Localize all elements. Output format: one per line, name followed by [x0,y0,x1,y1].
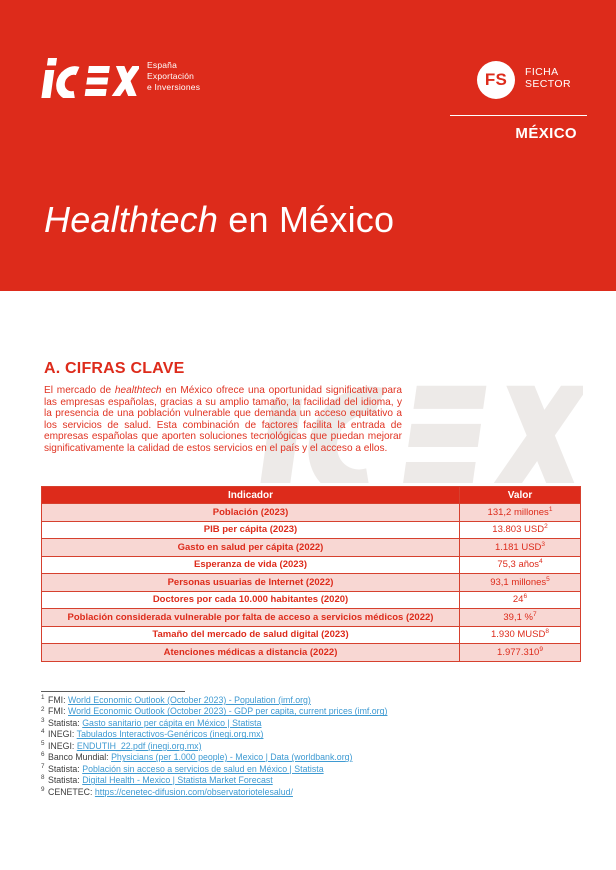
footnote-ref: 2 [544,523,548,531]
value-text: 39,1 % [503,611,533,623]
footnote-ref: 7 [532,610,537,618]
table-header-row [42,487,581,504]
footnote-number: 8 [41,774,45,782]
footnote-item [41,764,571,775]
value-text: 1.181 USD [494,541,542,553]
footnote-number: 3 [41,716,45,724]
footnote-source: Statista: [47,717,80,728]
indicator-cell: Atenciones médicas a distancia (2022) [42,644,460,662]
value-cell [460,626,581,644]
paragraph-post: en México ofrece una oportunidad significativa para las empresas españolas, gracias a su amplio tamaño, la facilidad del idioma, y la presencia de una población vulnerable que demanda un acceso equitativo a los servicios de salud. Esta combinación de factores facilita la entrada de empresas españolas que aporten soluciones tecnológicas que puedan mejorar significativamente la calidad de estos servicios en el país y el acceso a ellos. [44,385,402,454]
indicator-cell: PIB per cápita (2023) [42,521,460,539]
footnote-link[interactable]: World Economic Outlook (October 2023) - GDP per capita, current prices (imf.org) [68,706,388,717]
value-text: 131,2 millones [487,506,549,518]
table-row [42,644,581,662]
footnote-ref: 1 [548,505,553,513]
table-row [42,574,581,592]
value-text: 13.803 USD [492,524,545,536]
footnote-separator [41,691,185,692]
footnote-number: 7 [41,762,45,770]
indicator-header: Indicador [42,487,460,504]
footnote-item [41,775,571,786]
table-row [42,504,581,522]
footnote-item [41,752,571,763]
footnote-ref: 6 [523,593,528,601]
value-text: 75,3 años [497,559,540,571]
footnote-link[interactable]: World Economic Outlook (October 2023) - Population (imf.org) [68,695,311,705]
key-figures-body [42,504,581,662]
footnote-number: 4 [41,728,45,736]
table-row [42,626,581,644]
footnote-source: INEGI: [47,740,75,751]
footnote-link[interactable]: Gasto sanitario per cápita en México | Statista [82,717,262,728]
value-text: 1.977.310 [497,646,540,658]
value-header: Valor [460,487,581,504]
indicator-cell: Población considerada vulnerable por falta de acceso a servicios médicos (2022) [42,609,460,627]
badge-label-line: FICHA [525,66,559,78]
value-cell [460,574,581,592]
footnote-source: INEGI: [47,729,75,740]
badge-label-line: SECTOR [525,77,571,90]
footnote-source: Statista: [47,763,80,774]
footnote-source: FMI: [47,695,66,705]
footnote-number: 6 [41,751,45,759]
footnote-ref: 8 [545,628,549,636]
value-text: 1.930 MUSD [490,629,546,641]
footnotes [41,695,571,798]
indicator-cell: Población (2023) [42,504,460,522]
footnote-item [41,695,571,706]
value-cell [460,591,581,609]
footnote-link[interactable]: Physicians (per 1.000 people) - Mexico | Data (worldbank.org) [111,752,353,763]
value-cell [460,521,581,539]
table-row [42,591,581,609]
value-text: 93,1 millones [490,576,547,588]
footnote-link[interactable]: https://cenetec-difusion.com/observatoriotelesalud/ [94,786,293,797]
tagline-line: España [147,60,178,70]
footnote-ref: 9 [539,645,543,653]
footnote-item [41,741,571,752]
footnote-source: FMI: [47,706,66,717]
footnote-number: 9 [41,785,45,793]
footnote-source: Banco Mundial: [47,752,109,763]
table-row [42,521,581,539]
footnote-item [41,718,571,729]
indicator-cell: Esperanza de vida (2023) [42,556,460,574]
table-row [42,609,581,627]
value-text: 24 [512,594,524,606]
indicator-cell: Personas usuarias de Internet (2022) [42,574,460,592]
footnote-item [41,706,571,717]
footnote-source: CENETEC: [47,786,93,797]
paragraph-pre: El mercado de [44,385,115,396]
footnote-ref: 3 [541,540,546,548]
footnote-link[interactable]: Tabulados Interactivos-Genéricos (inegi.org.mx) [76,729,264,740]
footnote-item [41,787,571,798]
footnote-ref: 5 [546,575,550,583]
footnote-link[interactable]: Población sin acceso a servicios de salud en México | Statista [82,763,324,774]
footnote-number: 2 [41,705,45,713]
key-figures-table [41,486,581,662]
footnote-source: Statista: [47,775,80,786]
intro-paragraph [44,385,402,454]
table-row [42,539,581,557]
value-cell [460,539,581,557]
table-row [42,556,581,574]
tagline-line: Exportación [147,71,195,82]
footnote-link[interactable]: ENDUTIH_22.pdf (inegi.org.mx) [76,740,202,751]
value-cell [460,556,581,574]
footnote-number: 5 [41,739,45,747]
indicator-cell: Tamaño del mercado de salud digital (2023) [42,626,460,644]
value-cell [460,609,581,627]
indicator-cell: Doctores por cada 10.000 habitantes (2020) [42,591,460,609]
paragraph-italic: healthtech [114,385,162,396]
value-cell [460,504,581,522]
tagline-line: e Inversiones [147,82,201,93]
page-title-rest: en México [218,199,395,240]
page-title-italic: Healthtech [44,199,219,240]
value-cell [460,644,581,662]
footnote-ref: 4 [539,558,543,566]
country-label: MÉXICO [515,125,577,142]
footnote-item [41,729,571,740]
section-heading: A. CIFRAS CLAVE [44,360,185,377]
badge-initials: FS [484,70,508,89]
footnote-link[interactable]: Digital Health - Mexico | Statista Market Forecast [82,775,273,786]
footnote-number: 1 [41,694,45,702]
indicator-cell: Gasto en salud per cápita (2022) [42,539,460,557]
